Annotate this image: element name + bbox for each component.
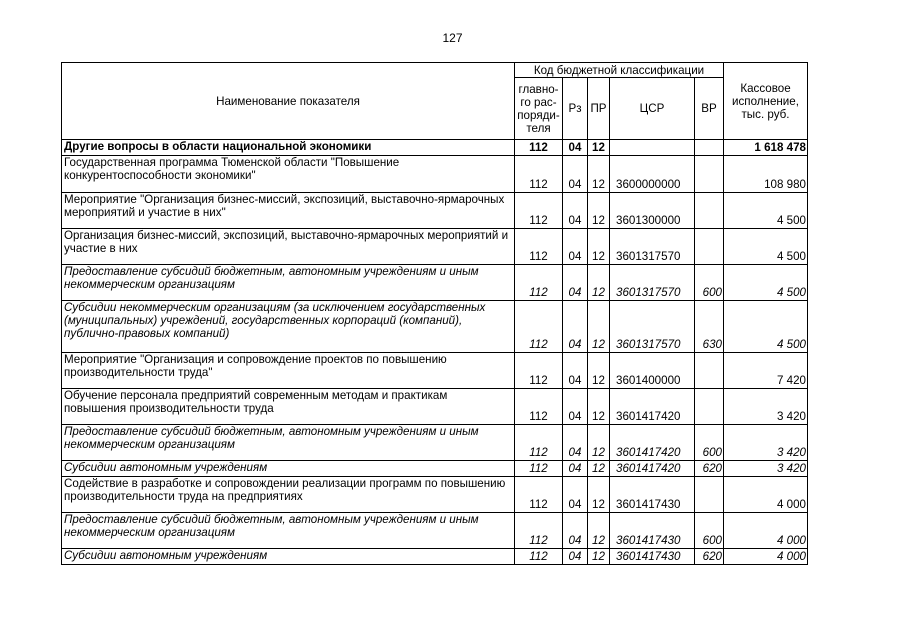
row-glav-cell: 112 xyxy=(515,549,563,565)
row-pr-cell: 12 xyxy=(588,229,610,265)
row-pr-cell: 12 xyxy=(588,389,610,425)
page-number: 127 xyxy=(442,31,463,45)
header-vr: ВР xyxy=(695,78,724,140)
row-sum-cell: 4 500 xyxy=(724,265,808,301)
table-row xyxy=(62,265,808,301)
row-rz-cell: 04 xyxy=(563,140,588,156)
row-rz-cell: 04 xyxy=(563,477,588,513)
row-sum-cell: 1 618 478 xyxy=(724,140,808,156)
row-sum-cell: 4 000 xyxy=(724,513,808,549)
row-rz-cell: 04 xyxy=(563,425,588,461)
row-glav-cell: 112 xyxy=(515,389,563,425)
row-glav-cell: 112 xyxy=(515,301,563,353)
row-rz-cell: 04 xyxy=(563,549,588,565)
row-csr-cell: 3601417430 xyxy=(610,477,695,513)
header-glav-line: теля xyxy=(526,121,551,135)
row-csr-cell: 3601400000 xyxy=(610,353,695,389)
row-vr-cell xyxy=(695,389,724,425)
header-glav-line: го рас- xyxy=(520,95,557,109)
table-row xyxy=(62,389,808,425)
row-rz-cell: 04 xyxy=(563,461,588,477)
row-rz-cell: 04 xyxy=(563,513,588,549)
table-row xyxy=(62,353,808,389)
row-pr-cell: 12 xyxy=(588,513,610,549)
header-row xyxy=(62,63,808,78)
header-sum xyxy=(724,63,808,140)
header-rz: Рз xyxy=(563,78,588,140)
row-csr-cell: 3601417420 xyxy=(610,425,695,461)
row-vr-cell xyxy=(695,140,724,156)
row-name-cell: Содействие в разработке и сопровождении реализации программ по повышению производительности труда на предприятиях xyxy=(62,477,515,513)
row-csr-cell: 3601417420 xyxy=(610,389,695,425)
row-name-cell: Обучение персонала предприятий современным методам и практикам повышения производительности труда xyxy=(62,389,515,425)
row-sum-cell: 7 420 xyxy=(724,353,808,389)
row-vr-cell xyxy=(695,353,724,389)
row-name-cell: Субсидии автономным учреждениям xyxy=(62,461,515,477)
row-pr-cell: 12 xyxy=(588,549,610,565)
row-sum-cell: 4 000 xyxy=(724,477,808,513)
row-sum-cell: 3 420 xyxy=(724,461,808,477)
row-name-cell: Субсидии автономным учреждениям xyxy=(62,549,515,565)
table-row xyxy=(62,156,808,193)
row-name-cell: Мероприятие "Организация бизнес-миссий, экспозиций, выставочно-ярмарочных мероприятий и участие в них" xyxy=(62,193,515,229)
row-pr-cell: 12 xyxy=(588,301,610,353)
header-sum-line: Кассовое xyxy=(740,81,791,95)
header-code-group: Код бюджетной классификации xyxy=(515,63,724,78)
row-rz-cell: 04 xyxy=(563,389,588,425)
row-pr-cell: 12 xyxy=(588,193,610,229)
row-vr-cell: 620 xyxy=(695,461,724,477)
row-sum-cell: 3 420 xyxy=(724,425,808,461)
row-csr-cell: 3601317570 xyxy=(610,265,695,301)
row-sum-cell: 4 500 xyxy=(724,193,808,229)
row-vr-cell xyxy=(695,156,724,193)
budget-table xyxy=(61,62,808,565)
row-rz-cell: 04 xyxy=(563,301,588,353)
header-csr: ЦСР xyxy=(610,78,695,140)
row-vr-cell: 630 xyxy=(695,301,724,353)
table-row xyxy=(62,513,808,549)
row-glav-cell: 112 xyxy=(515,193,563,229)
row-csr-cell: 3601317570 xyxy=(610,229,695,265)
row-sum-cell: 4 500 xyxy=(724,301,808,353)
row-pr-cell: 12 xyxy=(588,353,610,389)
row-rz-cell: 04 xyxy=(563,265,588,301)
table-row xyxy=(62,477,808,513)
row-pr-cell: 12 xyxy=(588,140,610,156)
row-name-cell: Предоставление субсидий бюджетным, автономным учреждениям и иным некоммерческим организациям xyxy=(62,265,515,301)
table-row xyxy=(62,229,808,265)
row-glav-cell: 112 xyxy=(515,477,563,513)
row-glav-cell: 112 xyxy=(515,425,563,461)
header-name: Наименование показателя xyxy=(62,63,515,140)
row-pr-cell: 12 xyxy=(588,265,610,301)
row-csr-cell: 3600000000 xyxy=(610,156,695,193)
row-glav-cell: 112 xyxy=(515,156,563,193)
header-glav-line: главно- xyxy=(518,82,559,96)
row-sum-cell: 108 980 xyxy=(724,156,808,193)
row-vr-cell xyxy=(695,477,724,513)
row-name-cell: Субсидии некоммерческим организациям (за исключением государственных (муниципальных) учреждений, государственных корпораций (компаний), публично-правовых компаний) xyxy=(62,301,515,353)
row-csr-cell: 3601300000 xyxy=(610,193,695,229)
row-vr-cell: 600 xyxy=(695,513,724,549)
row-sum-cell: 4 000 xyxy=(724,549,808,565)
table-row xyxy=(62,549,808,565)
row-glav-cell: 112 xyxy=(515,461,563,477)
row-name-cell: Государственная программа Тюменской области "Повышение конкурентоспособности экономики" xyxy=(62,156,515,193)
row-name-cell: Организация бизнес-миссий, экспозиций, выставочно-ярмарочных мероприятий и участие в них xyxy=(62,229,515,265)
row-name-cell: Мероприятие "Организация и сопровождение проектов по повышению производительности труда" xyxy=(62,353,515,389)
row-glav-cell: 112 xyxy=(515,353,563,389)
row-sum-cell: 4 500 xyxy=(724,229,808,265)
row-pr-cell: 12 xyxy=(588,156,610,193)
row-vr-cell: 600 xyxy=(695,265,724,301)
row-vr-cell: 600 xyxy=(695,425,724,461)
row-csr-cell: 3601317570 xyxy=(610,301,695,353)
header-sum-line: исполнение, xyxy=(732,94,799,108)
table-row xyxy=(62,461,808,477)
row-glav-cell: 112 xyxy=(515,513,563,549)
table-row xyxy=(62,301,808,353)
header-sum-line: тыс. руб. xyxy=(741,107,790,121)
row-pr-cell: 12 xyxy=(588,461,610,477)
row-vr-cell xyxy=(695,193,724,229)
row-vr-cell: 620 xyxy=(695,549,724,565)
row-csr-cell: 3601417430 xyxy=(610,549,695,565)
row-name-cell: Предоставление субсидий бюджетным, автономным учреждениям и иным некоммерческим организациям xyxy=(62,425,515,461)
table-row xyxy=(62,140,808,156)
row-csr-cell xyxy=(610,140,695,156)
header-glav-line: поряди- xyxy=(517,108,560,122)
row-rz-cell: 04 xyxy=(563,193,588,229)
table-row xyxy=(62,425,808,461)
row-csr-cell: 3601417430 xyxy=(610,513,695,549)
row-rz-cell: 04 xyxy=(563,353,588,389)
row-csr-cell: 3601417420 xyxy=(610,461,695,477)
row-glav-cell: 112 xyxy=(515,265,563,301)
row-name-cell: Предоставление субсидий бюджетным, автономным учреждениям и иным некоммерческим организациям xyxy=(62,513,515,549)
row-rz-cell: 04 xyxy=(563,229,588,265)
row-pr-cell: 12 xyxy=(588,425,610,461)
row-glav-cell: 112 xyxy=(515,229,563,265)
header-pr: ПР xyxy=(588,78,610,140)
table-row xyxy=(62,193,808,229)
row-rz-cell: 04 xyxy=(563,156,588,193)
row-vr-cell xyxy=(695,229,724,265)
row-sum-cell: 3 420 xyxy=(724,389,808,425)
row-name-cell: Другие вопросы в области национальной экономики xyxy=(62,140,515,156)
row-glav-cell: 112 xyxy=(515,140,563,156)
row-pr-cell: 12 xyxy=(588,477,610,513)
header-glav xyxy=(515,78,563,140)
